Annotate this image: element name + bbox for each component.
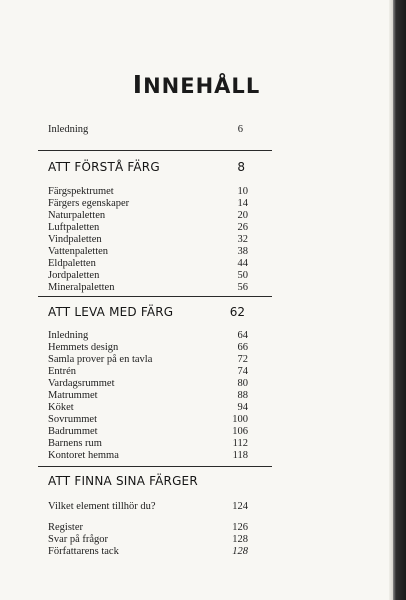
- section-heading-page: 8: [237, 160, 245, 174]
- toc-entry-label: Vattenpaletten: [48, 246, 109, 257]
- toc-entry: [0, 258, 393, 270]
- toc-entry: [0, 222, 393, 234]
- toc-entry-page: 56: [237, 282, 248, 293]
- toc-entry: [0, 378, 393, 390]
- toc-entry: [0, 282, 393, 294]
- section-heading: [0, 473, 393, 489]
- toc-entry-label: Register: [48, 522, 83, 533]
- toc-entry-label: Mineralpaletten: [48, 282, 115, 293]
- toc-entry-intro: [0, 124, 393, 136]
- toc-entry: [0, 426, 393, 438]
- toc-entry-page: 128: [232, 534, 248, 545]
- toc-entry: [0, 330, 393, 342]
- section-heading: [0, 159, 393, 175]
- toc-entry-label: Badrummet: [48, 426, 98, 437]
- section-heading: [0, 304, 393, 320]
- toc-entry-label: Samla prover på en tavla: [48, 354, 153, 365]
- toc-entry-page: 112: [232, 438, 248, 449]
- toc-entry-label: Sovrummet: [48, 414, 97, 425]
- toc-entry: [0, 210, 393, 222]
- toc-entry-page: 50: [237, 270, 248, 281]
- toc-entry-page: 106: [232, 426, 248, 437]
- toc-entry-page: 124: [232, 501, 248, 512]
- toc-entry-page: 72: [237, 354, 248, 365]
- toc-entry: [0, 450, 393, 462]
- toc-entry: [0, 414, 393, 426]
- section-divider: [38, 296, 272, 297]
- toc-entry: [0, 246, 393, 258]
- toc-entry-page: 38: [237, 246, 248, 257]
- toc-entry: [0, 270, 393, 282]
- toc-entry: [0, 402, 393, 414]
- toc-entry: [0, 342, 393, 354]
- toc-entry-page: 128: [232, 546, 248, 557]
- section-heading-label: ATT FINNA SINA FÄRGER: [48, 474, 198, 488]
- toc-entry-label: Vilket element tillhör du?: [48, 501, 156, 512]
- toc-entry-label: Vardagsrummet: [48, 378, 115, 389]
- toc-entry-page: 44: [237, 258, 248, 269]
- toc-entry: [0, 438, 393, 450]
- toc-entry: [0, 366, 393, 378]
- toc-entry-page: 64: [237, 330, 248, 341]
- toc-entry-label: Författarens tack: [48, 546, 119, 557]
- toc-entry: [0, 501, 393, 513]
- toc-entry-label: Barnens rum: [48, 438, 102, 449]
- toc-entry-page: 126: [232, 522, 248, 533]
- toc-entry-page: 118: [232, 450, 248, 461]
- toc-entry: [0, 390, 393, 402]
- toc-entry: [0, 546, 393, 558]
- section-divider: [38, 466, 272, 467]
- toc-entry-label: Färgers egenskaper: [48, 198, 130, 209]
- toc-entry-label: Svar på frågor: [48, 534, 109, 545]
- toc-entry-page: 94: [237, 402, 248, 413]
- page-title: [0, 70, 393, 99]
- toc-entry-label: Inledning: [48, 330, 89, 341]
- toc-entry: [0, 186, 393, 198]
- toc-entry: [0, 534, 393, 546]
- book-spine-shadow: [393, 0, 406, 600]
- toc-entry-page: 20: [237, 210, 248, 221]
- toc-entry-label: Naturpaletten: [48, 210, 106, 221]
- toc-entry-label: Entrén: [48, 366, 76, 377]
- toc-entry-label: Inledning: [48, 124, 89, 135]
- toc-entry-label: Hemmets design: [48, 342, 119, 353]
- toc-entry-page: 26: [237, 222, 248, 233]
- toc-entry-page: 88: [237, 390, 248, 401]
- toc-entry-label: Färgspektrumet: [48, 186, 114, 197]
- toc-entry: [0, 234, 393, 246]
- toc-entry-label: Kontoret hemma: [48, 450, 119, 461]
- title-initial: I: [132, 70, 144, 99]
- section-divider: [38, 150, 272, 151]
- toc-entry-page: 14: [237, 198, 248, 209]
- title-rest: NNEHÅLL: [143, 74, 261, 98]
- toc-entry-page: 80: [237, 378, 248, 389]
- toc-entry-label: Luftpaletten: [48, 222, 100, 233]
- toc-entry: [0, 522, 393, 534]
- toc-entry: [0, 354, 393, 366]
- toc-entry-label: Matrummet: [48, 390, 98, 401]
- toc-entry-page: 74: [237, 366, 248, 377]
- section-heading-label: ATT LEVA MED FÄRG: [48, 305, 174, 319]
- toc-entry-page: 32: [237, 234, 248, 245]
- section-heading-label: ATT FÖRSTÅ FÄRG: [48, 160, 160, 174]
- toc-entry-label: Eldpaletten: [48, 258, 96, 269]
- toc-entry-page: 66: [237, 342, 248, 353]
- toc-entry-page: 6: [237, 124, 243, 135]
- toc-entry: [0, 198, 393, 210]
- section-heading-page: 62: [229, 305, 245, 319]
- toc-entry-label: Köket: [48, 402, 74, 413]
- toc-entry-page: 100: [232, 414, 248, 425]
- toc-entry-label: Vindpaletten: [48, 234, 102, 245]
- toc-entry-label: Jordpaletten: [48, 270, 100, 281]
- toc-entry-page: 10: [237, 186, 248, 197]
